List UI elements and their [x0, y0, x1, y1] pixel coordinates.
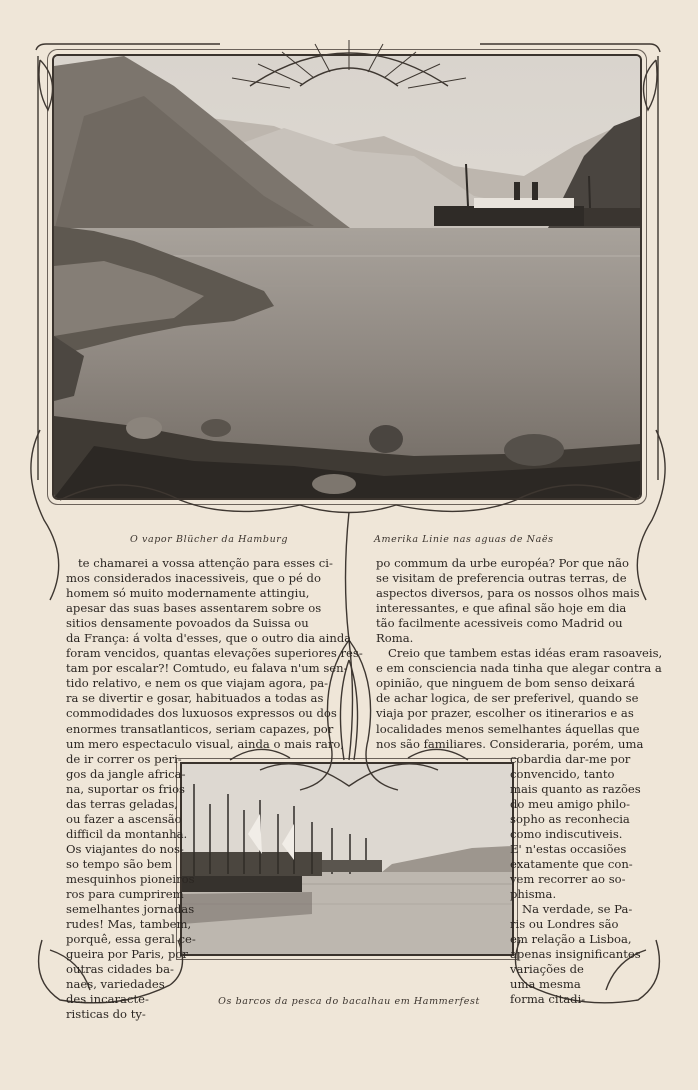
text-line: risticas do ty- [66, 1007, 146, 1022]
caption-steamer-right: Amerika Linie nas aguas de Naës [374, 534, 554, 545]
text-line: e em consciencia nada tinha que alegar contra a [376, 661, 662, 676]
caption-steamer-left: O vapor Blücher da Hamburg [130, 534, 289, 545]
text-line: vem recorrer ao so- [510, 871, 626, 886]
text-line: viaja por prazer, escolher os itinerarios e as [376, 706, 634, 721]
text-line: exatamente que con- [510, 856, 633, 871]
text-line: ris ou Londres são [510, 917, 619, 932]
text-line: convencido, tanto [510, 766, 615, 781]
text-line: em relação a Lisboa, [510, 932, 632, 947]
text-line: homem só muito modernamente attingiu, [66, 586, 310, 601]
text-line: tido relativo, e nem os que viajam agora, pa- [66, 676, 329, 691]
text-line: sitios densamente povoados da Suissa ou [66, 616, 309, 631]
text-line: cobardia dar-me por [510, 751, 631, 766]
text-line: so tempo são bem [66, 856, 173, 871]
text-line: te chamarei a vossa attenção para esses ci- [78, 556, 333, 570]
text-line: localidades menos semelhantes áquellas que [376, 721, 640, 736]
text-line: como indiscutiveis. [510, 826, 623, 841]
text-line: da França: á volta d'esses, que o outro dia ainda [66, 631, 352, 646]
text-line: des incaracte- [66, 992, 149, 1007]
text-line: um mero espectaculo visual, ainda o mais raro, [66, 736, 345, 751]
text-line: gos da jangle africa- [66, 766, 186, 781]
text-line: naes, variedades [66, 977, 165, 992]
text-line: apenas insignificantes [510, 947, 641, 962]
text-line: nos são familiares. Consideraria, porém, uma [376, 736, 644, 751]
text-line: Creio que tambem estas idéas eram rasoaveis, [388, 646, 663, 661]
text-line: se visitam de preferencia outras terras, de [376, 571, 627, 586]
text-line: po commum da urbe européa? Por que não [376, 556, 629, 570]
text-line: porquê, essa geral ce- [66, 932, 196, 947]
text-line: gueira por Paris, por [66, 947, 188, 962]
text-line: Roma. [376, 631, 414, 646]
text-line: ros para cumprirem [66, 887, 184, 902]
text-line: semelhantes jornadas [66, 902, 195, 917]
text-line: mais quanto as razões [510, 781, 641, 796]
text-line: ou fazer a ascensão [66, 811, 182, 826]
text-line: uma mesma [510, 977, 581, 992]
text-line: na, suportar os frios [66, 781, 185, 796]
text-line: phisma. [510, 887, 557, 902]
text-line: E' n'estas occasiões [510, 841, 627, 856]
text-line: commodidades dos luxuosos expressos ou dos [66, 706, 337, 721]
text-line: Os viajantes do nos- [66, 841, 184, 856]
text-line: mos considerados inacessiveis, que o pé do [66, 571, 321, 586]
text-line: apesar das suas bases assentarem sobre os [66, 601, 322, 616]
text-line: rudes! Mas, tambem, [66, 917, 192, 932]
text-line: interessantes, e que afinal são hoje em dia [376, 601, 627, 616]
text-line: das terras geladas, [66, 796, 178, 811]
text-line: de ir correr os peri- [66, 751, 182, 766]
text-line: opinião, que ninguem de bom senso deixará [376, 676, 635, 691]
text-line: forma citadi- [510, 992, 586, 1007]
right-text-column [376, 556, 663, 1007]
text-line: de achar logica, de ser preferivel, quando se [376, 691, 639, 706]
text-line: difficil da montanha. [66, 826, 188, 841]
text-line: Na verdade, se Pa- [522, 902, 633, 917]
text-line: ra se divertir e gosar, habituados a todas as [66, 691, 324, 706]
caption-fishing-boats: Os barcos da pesca do bacalhau em Hammerfest [218, 996, 480, 1007]
text-line: do meu amigo philo- [510, 796, 630, 811]
text-line: aspectos diversos, para os nossos olhos mais [376, 586, 640, 601]
text-line: foram vencidos, quantas elevações superiores res- [66, 646, 363, 661]
text-line: sopho as reconhecia [510, 811, 630, 826]
text-line: tão facilmente acessiveis como Madrid ou [376, 616, 623, 631]
text-line: outras cidades ba- [66, 962, 174, 977]
text-line: enormes transatlanticos, seriam capazes, por [66, 721, 334, 736]
text-line: tam por escalar?! Comtudo, eu falava n'um sen- [66, 661, 348, 676]
text-line: variações de [510, 962, 584, 977]
text-line: mesquinhos pioneiros [66, 871, 195, 886]
